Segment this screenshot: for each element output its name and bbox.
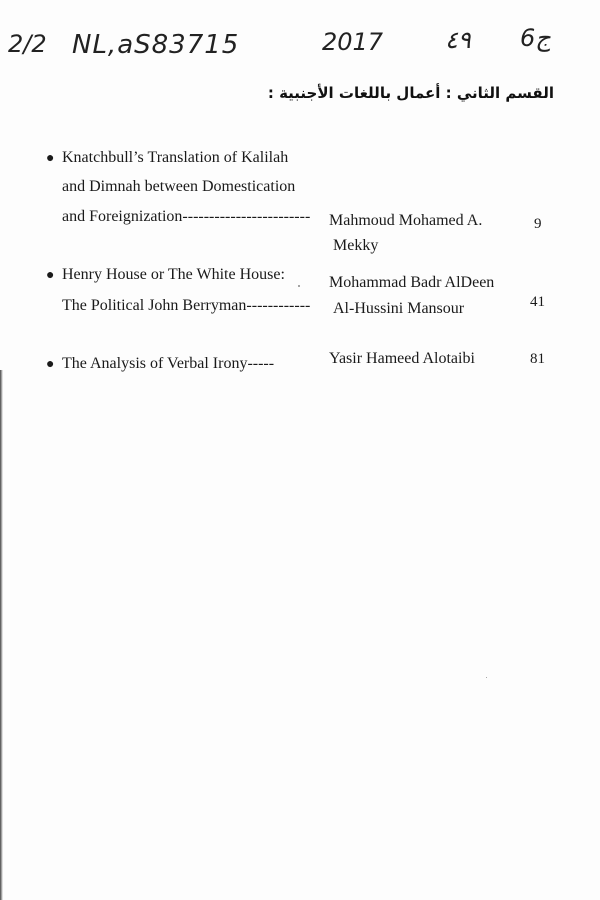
entry-1-author-line-2: Mekky (333, 237, 379, 254)
handwritten-year: 2017 (322, 28, 384, 56)
entry-2-author-line-2: Al-Hussini Mansour (333, 300, 465, 317)
entry-2-author-line-1: Mohammad Badr AlDeen (329, 274, 495, 291)
section-heading: القسم الثاني : أعمال باللغات الأجنبية : (267, 84, 554, 102)
bullet-entry-1: ● (46, 151, 55, 166)
scan-edge-shadow (0, 370, 3, 900)
entry-1-title-line-2: and Dimnah between Domestication (62, 178, 296, 195)
handwritten-reference-code: NL,aS83715 (72, 30, 240, 60)
bullet-entry-3: ● (46, 357, 55, 372)
entry-1-page-number: 9 (534, 216, 542, 232)
handwritten-part: ج6 (520, 24, 551, 52)
handwritten-volume: ٤٩ (445, 26, 471, 54)
entry-1-title-line-3: and Foreignization------------------------ (62, 208, 311, 225)
entry-1-author-line-1: Mahmoud Mohamed A. (329, 212, 483, 229)
scan-speck (298, 285, 300, 287)
entry-3-page-number: 81 (530, 351, 545, 367)
entry-3-title-line-1: The Analysis of Verbal Irony----- (62, 355, 275, 372)
handwritten-page-marker: 2/2 (8, 30, 47, 58)
entry-2-title-line-2: The Political John Berryman------------ (62, 297, 311, 314)
entry-3-author-line-1: Yasir Hameed Alotaibi (329, 350, 475, 367)
bullet-entry-2: ● (46, 268, 55, 283)
scan-speck (486, 677, 487, 678)
entry-1-title-line-1: Knatchbull’s Translation of Kalilah (62, 149, 289, 166)
entry-2-page-number: 41 (530, 294, 545, 310)
entry-2-title-line-1: Henry House or The White House: (62, 266, 285, 283)
